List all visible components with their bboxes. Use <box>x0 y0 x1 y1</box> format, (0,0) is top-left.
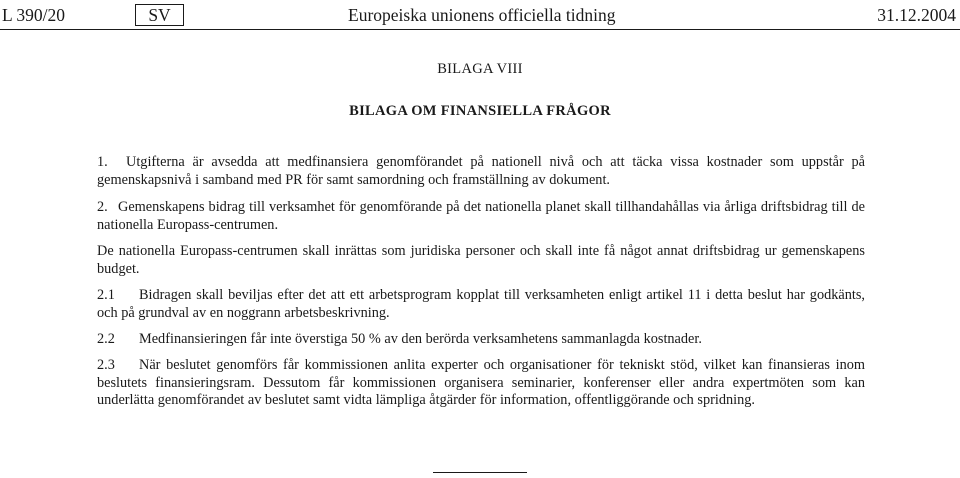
paragraph-number: 2.2 <box>97 331 115 347</box>
annex-title: BILAGA OM FINANSIELLA FRÅGOR <box>349 103 611 119</box>
page-number: L 390/20 <box>2 5 66 25</box>
paragraph-2-2 <box>97 331 865 349</box>
journal-title: Europeiska unionens officiella tidning <box>348 5 616 25</box>
paragraph-number: 1. <box>97 154 108 170</box>
paragraph-text: Utgifterna är avsedda att medfinansiera genomförandet på nationell nivå och att täcka vissa kostnader som uppstår på gemenskapsnivå i samband med PR för samt samordning och framställning av dokument. <box>97 154 865 188</box>
annex-label: BILAGA VIII <box>437 61 523 77</box>
paragraph-text: Gemenskapens bidrag till verksamhet för genomförande på det nationella planet skall tillhandahållas via årliga driftsbidrag till de nationella Europass-centrumen. <box>97 199 865 233</box>
header-rule <box>0 29 960 30</box>
paragraph-2 <box>97 199 865 234</box>
paragraph-number: 2.3 <box>97 357 115 373</box>
footnote-separator <box>433 472 527 473</box>
paragraph-2-continued <box>97 243 865 278</box>
paragraph-text: Bidragen skall beviljas efter det att ett arbetsprogram kopplat till verksamheten enligt artikel 11 i detta beslut har godkänts, och på grundval av en noggrann arbetsbeskrivning. <box>97 287 865 321</box>
paragraph-text: Medfinansieringen får inte överstiga 50 % av den berörda verksamhetens sammanlagda kostnader. <box>139 331 702 347</box>
language-badge: SV <box>135 4 184 26</box>
paragraph-2-1 <box>97 287 865 322</box>
paragraph-text: De nationella Europass-centrumen skall inrättas som juridiska personer och skall inte få något annat driftsbidrag ur gemenskapens budget. <box>97 243 865 277</box>
paragraph-number: 2.1 <box>97 287 115 303</box>
paragraph-1 <box>97 154 865 189</box>
page-header <box>2 2 956 28</box>
paragraph-text: När beslutet genomförs får kommissionen anlita experter och organisationer för tekniskt stöd, vilket kan finansieras inom beslutets finansieringsram. Dessutom får kommissionen organisera seminarier, konferenser eller andra expertmöten som kan underlätta genomförandet av beslutet samt vidta lämpliga åtgärder för information, offentliggörande och spridning. <box>97 357 865 408</box>
paragraph-number: 2. <box>97 199 108 215</box>
paragraph-2-3 <box>97 357 865 410</box>
publication-date: 31.12.2004 <box>877 5 956 25</box>
